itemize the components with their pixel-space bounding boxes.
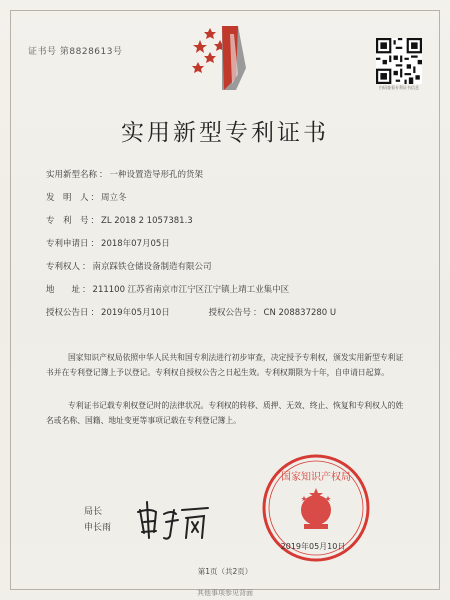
- field-label: 发 明 人: [46, 193, 89, 203]
- field-value: ZL 2018 2 1057381.3: [101, 216, 193, 226]
- field-label: 授权公告号: [208, 308, 252, 318]
- field-utility-model-name: 实用新型名称 ： 一种设置造导形孔的货架: [46, 170, 204, 180]
- field-value: 2019年05月10日: [101, 308, 170, 318]
- seal-date: 2019年05月10日: [280, 542, 346, 551]
- field-grant-info: 授权公告日 ： 2019年05月10日 授权公告号 ： CN 208837280 U: [46, 308, 337, 318]
- field-value: 211100 江苏省南京市江宁区江宁镇上靖工业集中区: [92, 285, 290, 295]
- field-value: 周立冬: [101, 193, 127, 203]
- field-label: 专利权人: [46, 262, 81, 272]
- field-value: CN 208837280 U: [263, 308, 337, 318]
- field-inventor: 发 明 人 ： 周立冬: [46, 193, 127, 203]
- field-address: 地 址 ： 211100 江苏省南京市江宁区江宁镇上靖工业集中区: [46, 285, 290, 295]
- certificate-number-label: 证书号: [28, 47, 57, 57]
- body-paragraph-2: 专利证书记载专利权登记时的法律状况。专利权的转移、质押、无效、终止、恢复和专利权人的姓名或名称、国籍、地址变更等事项记载在专利登记簿上。: [46, 401, 404, 425]
- body-paragraph-1: 国家知识产权局依照中华人民共和国专利法进行初步审查，决定授予专利权，颁发实用新型专利证书并在专利登记簿上予以登记。专利权自授权公告之日起生效。专利权期限为十年，自申请日起算。: [46, 353, 404, 377]
- page-number: 第1页（共2页）: [197, 567, 253, 576]
- director-signature: [120, 488, 216, 548]
- certificate-fields: [46, 168, 426, 329]
- field-filing-date: 专利申请日 ： 2018年07月05日: [46, 239, 170, 249]
- patent-office-emblem-icon: [186, 18, 258, 98]
- qr-code-icon: [376, 38, 422, 84]
- certificate-number: [28, 44, 122, 57]
- certificate-number-value: 第8828613号: [59, 47, 123, 57]
- field-label: 授权公告日: [46, 308, 89, 318]
- field-label: 地 址: [46, 285, 81, 295]
- page-title: 实用新型专利证书: [121, 120, 329, 146]
- field-label: 专利申请日: [46, 239, 89, 249]
- director-title-line2: 申长雨: [84, 523, 112, 533]
- qr-caption: 扫码查看专利证书信息: [379, 85, 419, 90]
- field-patent-number: 专 利 号 ： ZL 2018 2 1057381.3: [46, 216, 193, 226]
- field-patentee: 专利权人 ： 南京踩铁仓储设备制造有限公司: [46, 262, 212, 272]
- field-label: 专 利 号: [46, 216, 89, 226]
- bottom-note: 其他事项参见背面: [197, 589, 253, 597]
- field-value: 2018年07月05日: [101, 239, 170, 249]
- field-label: 实用新型名称: [46, 170, 98, 180]
- director-title-line1: 局长: [84, 507, 103, 517]
- field-value: 一种设置造导形孔的货架: [109, 170, 204, 180]
- seal-text: 国家知识产权局: [281, 472, 351, 483]
- director-title: [84, 504, 111, 536]
- field-value: 南京踩铁仓储设备制造有限公司: [92, 262, 212, 272]
